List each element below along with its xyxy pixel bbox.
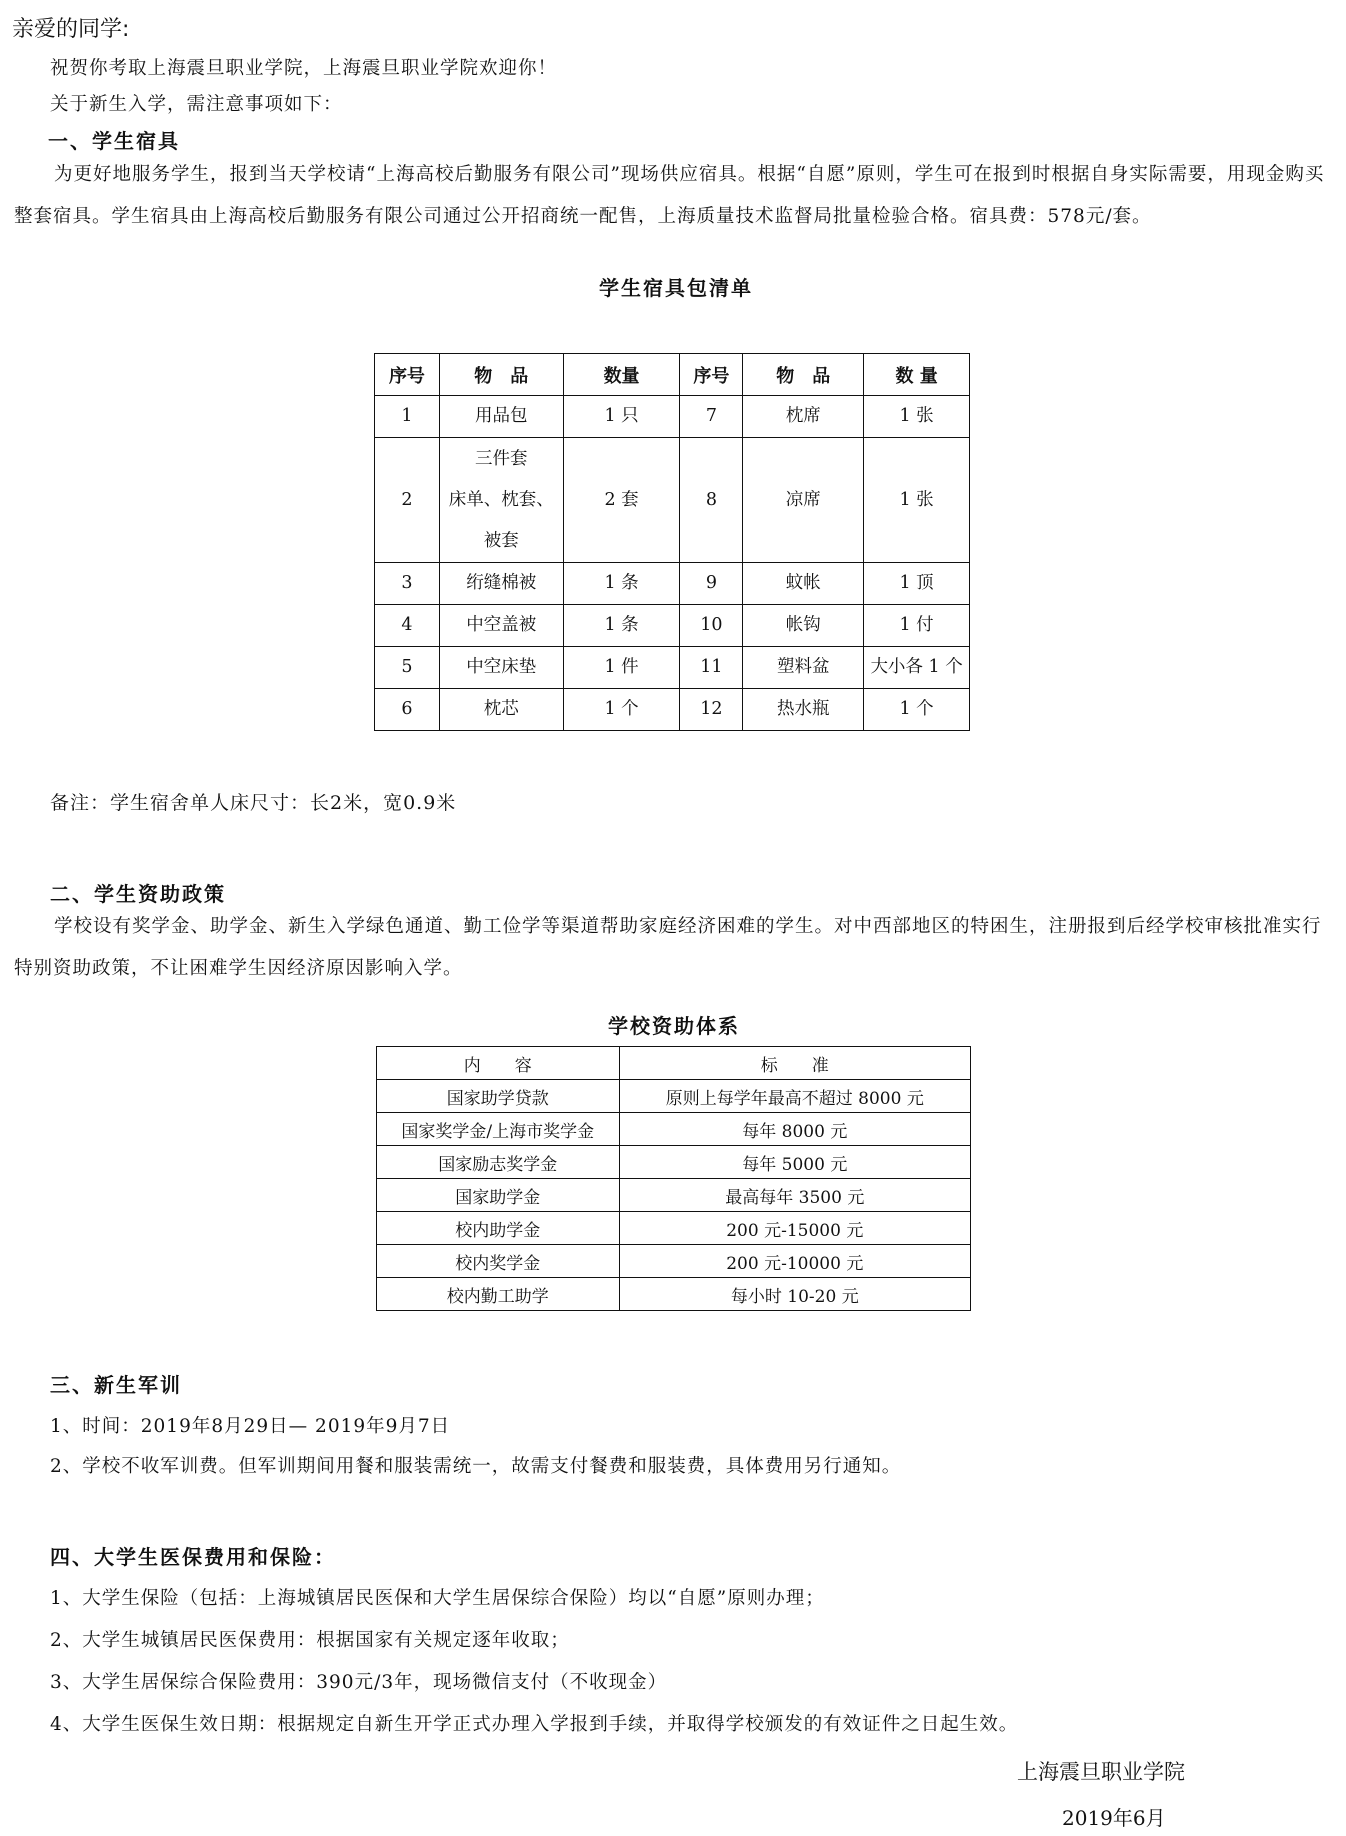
section-2-paragraph: 学校设有奖学金、助学金、新生入学绿色通道、勤工俭学等渠道帮助家庭经济困难的学生。对中西部地区的特困生，注册报到后经学校审核批准实行特别资助政策，不让困难学生因经济原因影响入学。 <box>14 916 1322 979</box>
insurance-item-4: 4、大学生医保生效日期：根据规定自新生开学正式办理入学报到手续，并取得学校颁发的有效证件之日起生效。 <box>50 1714 1019 1735</box>
bedding-table-title: 学生宿具包清单 <box>599 276 753 300</box>
table-cell: 1 张 <box>864 396 970 438</box>
table-row <box>377 1113 971 1146</box>
table-cell: 9 <box>680 563 743 605</box>
section-3-heading: 三、新生军训 <box>50 1373 182 1397</box>
header-cell: 物 品 <box>439 354 563 396</box>
table-cell: 2 <box>375 438 440 563</box>
table-row <box>377 1146 971 1179</box>
table-row <box>377 1278 971 1311</box>
table-cell: 1 张 <box>864 438 970 563</box>
aid-table <box>376 1046 971 1311</box>
bedding-table <box>374 353 970 731</box>
table-cell: 1 个 <box>864 689 970 731</box>
table-cell: 凉席 <box>743 438 864 563</box>
aid-table-header <box>377 1047 971 1080</box>
table-cell: 7 <box>680 396 743 438</box>
section-1-heading: 一、学生宿具 <box>48 129 180 153</box>
table-row <box>375 396 970 438</box>
table-row <box>375 563 970 605</box>
training-time: 1、时间：2019年8月29日— 2019年9月7日 <box>50 1416 451 1437</box>
table-cell: 原则上每学年最高不超过 8000 元 <box>619 1080 970 1113</box>
table-cell: 1 条 <box>563 563 680 605</box>
table-cell: 12 <box>680 689 743 731</box>
table-cell: 10 <box>680 605 743 647</box>
table-cell: 热水瓶 <box>743 689 864 731</box>
section-1-paragraph: 为更好地服务学生，报到当天学校请“上海高校后勤服务有限公司”现场供应宿具。根据“自愿”原则，学生可在报到时根据自身实际需要，用现金购买整套宿具。学生宿具由上海高校后勤服务有限公司通过公开招商统一配售，上海质量技术监督局批量检验合格。宿具费：578元/套。 <box>14 164 1325 227</box>
insurance-item-1: 1、大学生保险（包括：上海城镇居民医保和大学生居保综合保险）均以“自愿”原则办理； <box>50 1588 825 1609</box>
table-row <box>377 1179 971 1212</box>
table-cell: 1 付 <box>864 605 970 647</box>
table-cell: 8 <box>680 438 743 563</box>
table-row <box>375 438 970 563</box>
table-cell: 4 <box>375 605 440 647</box>
table-cell: 1 个 <box>563 689 680 731</box>
bedding-table-header <box>375 354 970 396</box>
bed-size-note: 备注：学生宿舍单人床尺寸：长2米，宽0.9米 <box>50 792 457 814</box>
table-cell: 中空床垫 <box>439 647 563 689</box>
insurance-item-2: 2、大学生城镇居民医保费用：根据国家有关规定逐年收取； <box>50 1630 570 1651</box>
table-cell: 11 <box>680 647 743 689</box>
table-cell: 3 <box>375 563 440 605</box>
table-cell: 200 元-15000 元 <box>619 1212 970 1245</box>
table-cell: 绗缝棉被 <box>439 563 563 605</box>
table-cell: 6 <box>375 689 440 731</box>
table-row <box>375 689 970 731</box>
table-cell: 每小时 10-20 元 <box>619 1278 970 1311</box>
header-cell: 序号 <box>375 354 440 396</box>
insurance-item-3: 3、大学生居保综合保险费用：390元/3年，现场微信支付（不收现金） <box>50 1672 668 1693</box>
signature-date: 2019年6月 <box>1062 1806 1166 1830</box>
header-cell: 数量 <box>563 354 680 396</box>
table-cell: 1 只 <box>563 396 680 438</box>
table-row <box>377 1080 971 1113</box>
intro-line: 关于新生入学，需注意事项如下： <box>50 94 343 115</box>
header-cell: 物 品 <box>743 354 864 396</box>
table-cell: 大小各 1 个 <box>864 647 970 689</box>
table-cell: 5 <box>375 647 440 689</box>
table-cell: 每年 5000 元 <box>619 1146 970 1179</box>
table-cell: 中空盖被 <box>439 605 563 647</box>
table-cell: 200 元-10000 元 <box>619 1245 970 1278</box>
table-cell: 蚊帐 <box>743 563 864 605</box>
table-cell: 校内勤工助学 <box>377 1278 620 1311</box>
table-cell: 2 套 <box>563 438 680 563</box>
table-cell: 校内助学金 <box>377 1212 620 1245</box>
signature-org: 上海震旦职业学院 <box>1017 1760 1185 1784</box>
table-cell: 帐钩 <box>743 605 864 647</box>
table-row <box>375 605 970 647</box>
table-cell: 1 件 <box>563 647 680 689</box>
table-row <box>377 1245 971 1278</box>
header-cell: 序号 <box>680 354 743 396</box>
section-4-heading: 四、大学生医保费用和保险： <box>50 1545 336 1569</box>
table-cell: 国家助学金 <box>377 1179 620 1212</box>
header-cell: 内 容 <box>377 1047 620 1080</box>
header-cell: 数 量 <box>864 354 970 396</box>
table-cell: 枕芯 <box>439 689 563 731</box>
header-cell: 标 准 <box>619 1047 970 1080</box>
table-cell: 枕席 <box>743 396 864 438</box>
table-cell: 1 <box>375 396 440 438</box>
table-cell: 国家励志奖学金 <box>377 1146 620 1179</box>
table-cell: 三件套 床单、枕套、 被套 <box>439 438 563 563</box>
training-fee-note: 2、学校不收军训费。但军训期间用餐和服装需统一，故需支付餐费和服装费，具体费用另行通知。 <box>50 1456 902 1477</box>
aid-table-title: 学校资助体系 <box>608 1014 740 1038</box>
greeting: 亲爱的同学: <box>12 17 130 42</box>
table-cell: 塑料盆 <box>743 647 864 689</box>
table-cell: 1 顶 <box>864 563 970 605</box>
section-2-heading: 二、学生资助政策 <box>50 882 226 906</box>
table-row <box>375 647 970 689</box>
table-cell: 每年 8000 元 <box>619 1113 970 1146</box>
congrats-line: 祝贺你考取上海震旦职业学院，上海震旦职业学院欢迎你！ <box>50 58 558 79</box>
table-cell: 1 条 <box>563 605 680 647</box>
table-cell: 国家奖学金/上海市奖学金 <box>377 1113 620 1146</box>
table-row <box>377 1212 971 1245</box>
table-cell: 国家助学贷款 <box>377 1080 620 1113</box>
table-cell: 最高每年 3500 元 <box>619 1179 970 1212</box>
table-cell: 用品包 <box>439 396 563 438</box>
table-cell: 校内奖学金 <box>377 1245 620 1278</box>
